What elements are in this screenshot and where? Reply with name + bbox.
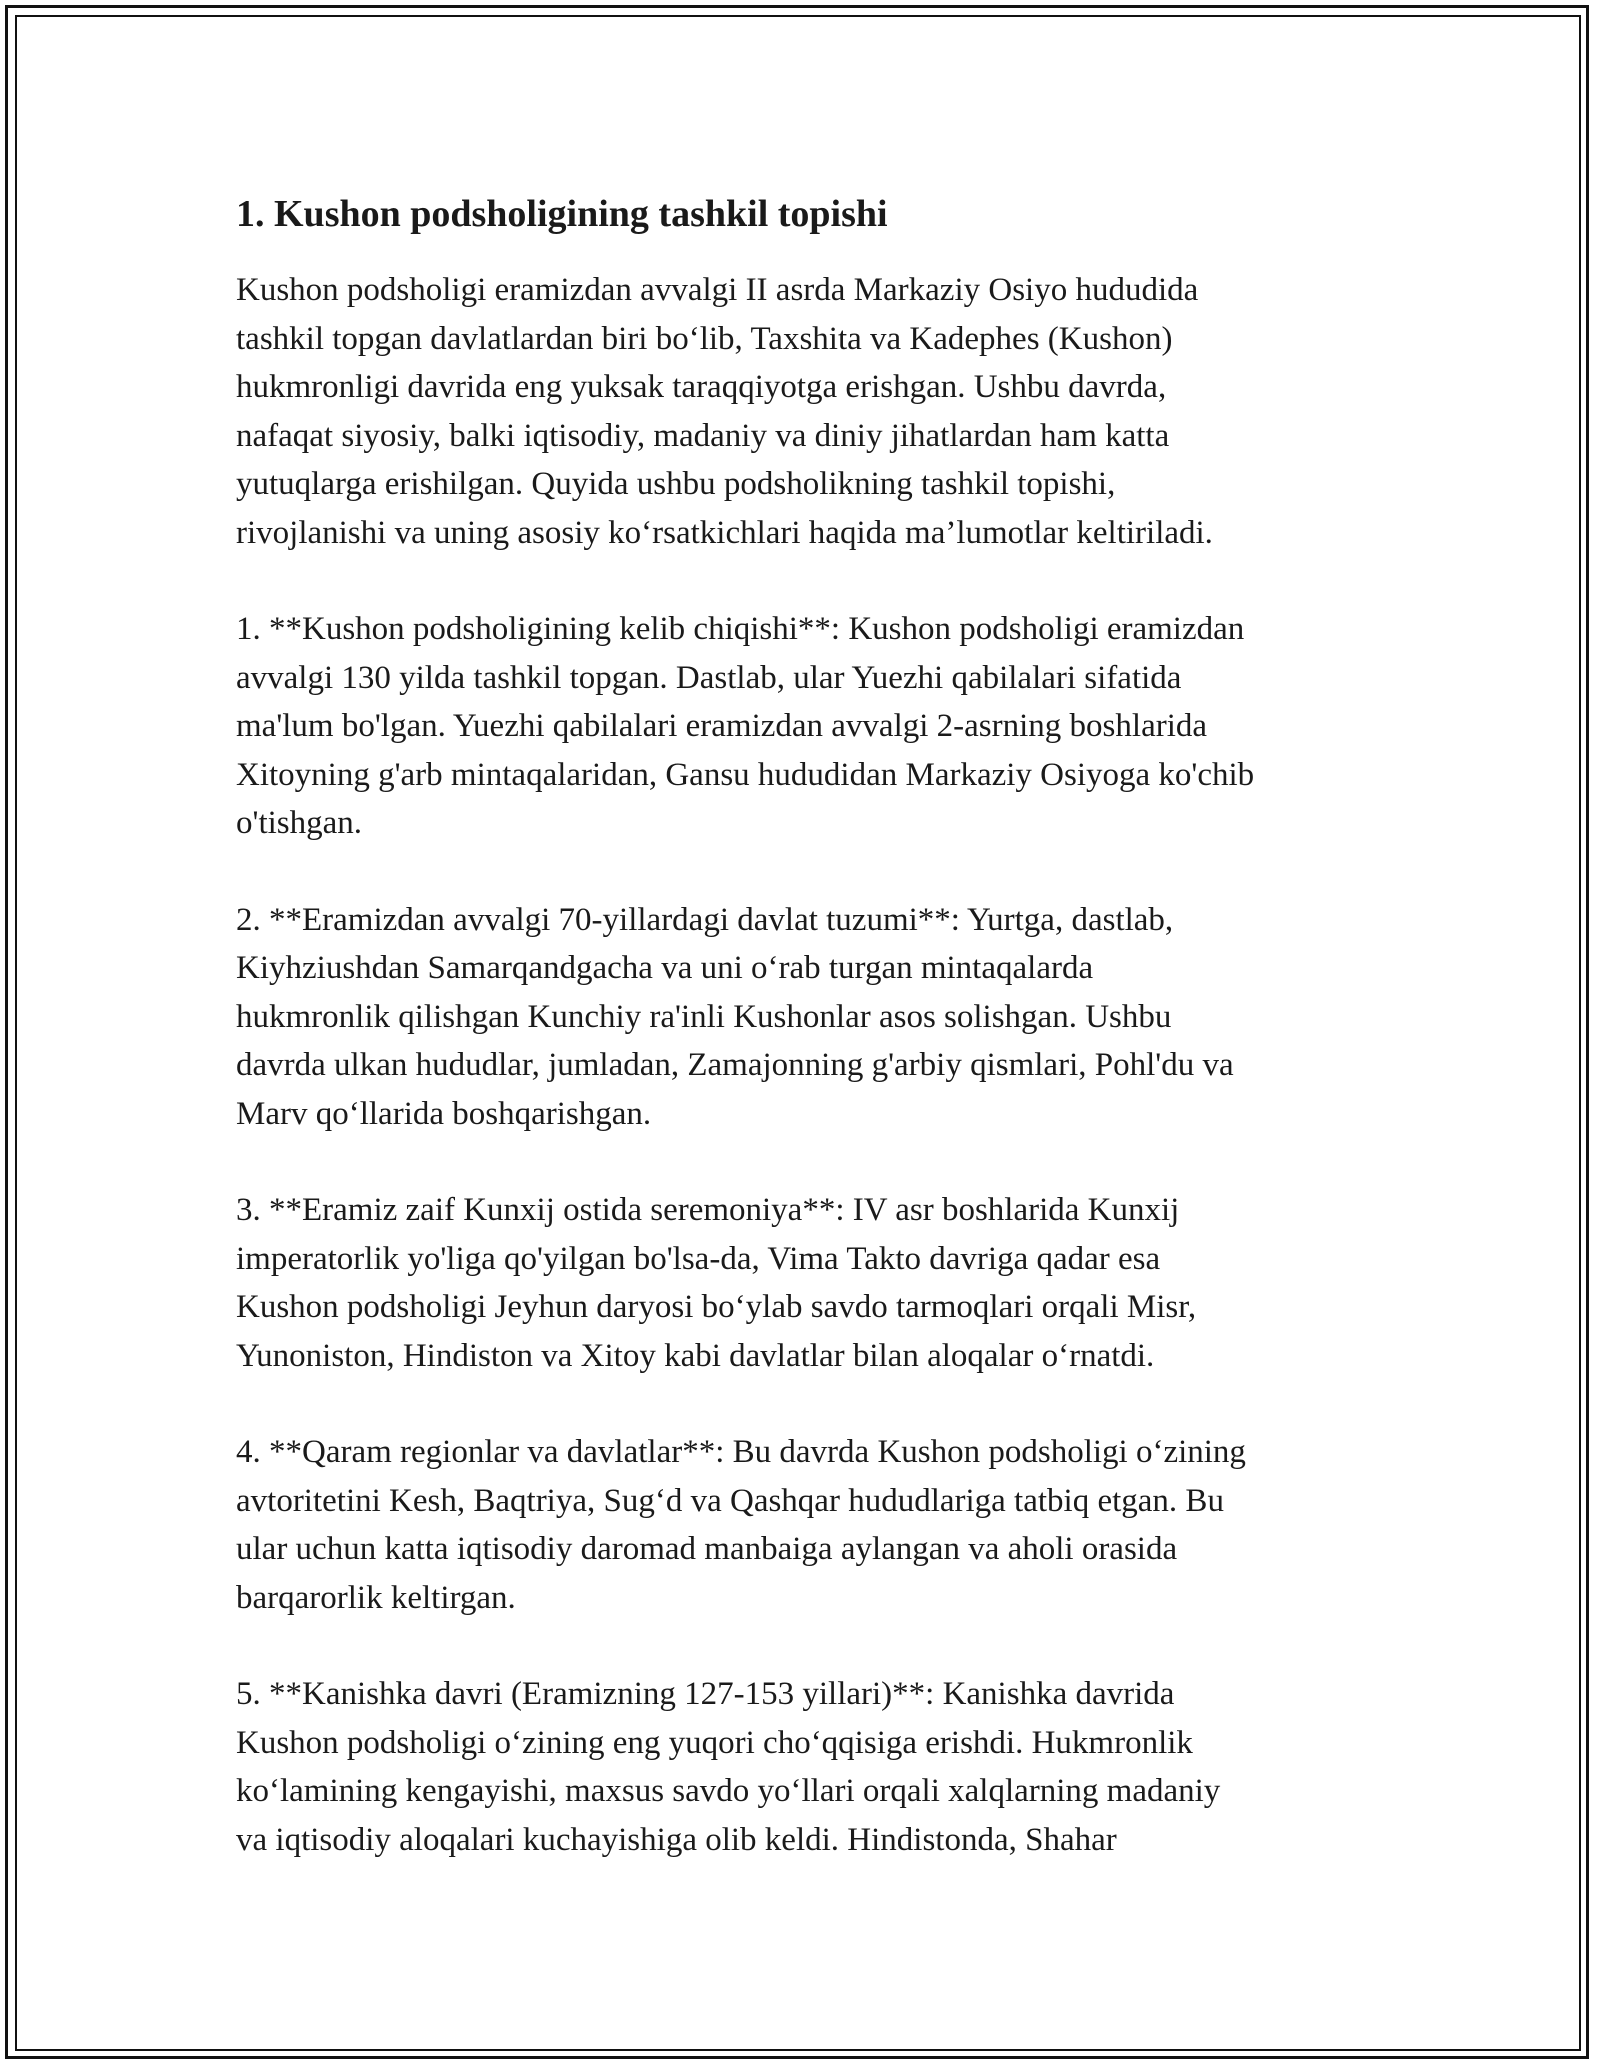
paragraph-kunxij: 3. **Eramiz zaif Kunxij ostida seremoniya**: IV asr boshlarida Kunxij imperatorlik yo'liga qo'yilgan bo'lsa-da, Vima Takto davriga qadar esa Kushon podsholigi Jeyhun daryosi bo‘ylab savdo tarmoqlari orqali Misr, Yunoniston, Hindiston va Xitoy kabi davlatlar bilan aloqalar o‘rnatdi. — [236, 1192, 1197, 1374]
paragraph-dependent-regions: 4. **Qaram regionlar va davlatlar**: Bu davrda Kushon podsholigi o‘zining avtoritetini Kesh, Baqtriya, Sug‘d va Qashqar hududlariga tatbiq etgan. Bu ular uchun katta iqtisodiy daromad manbaiga aylangan va aholi orasida barqarorlik keltirgan. — [236, 1434, 1246, 1616]
section-heading: 1. Kushon podsholigining tashkil topishi — [236, 193, 888, 235]
paragraph-origin: 1. **Kushon podsholigining kelib chiqishi**: Kushon podsholigi eramizdan avvalgi 130 yilda tashkil topgan. Dastlab, ular Yuezhi qabilalari sifatida ma'lum bo'lgan. Yuezhi qabilalari eramizdan avvalgi 2-asrning boshlarida Xitoyning g'arb mintaqalaridan, Gansu hududidan Markaziy Osiyoga ko'chib o'tishgan. — [236, 611, 1255, 841]
paragraph-kanishka: 5. **Kanishka davri (Eramizning 127-153 yillari)**: Kanishka davrida Kushon podsholigi o‘zining eng yuqori cho‘qqisiga erishdi. Hukmronlik ko‘lamining kengayishi, maxsus savdo yo‘llari orqali xalqlarning madaniy va iqtisodiy aloqalari kuchayishiga olib keldi. Hindistonda, Shahar — [236, 1676, 1221, 1858]
paragraph-state-structure: 2. **Eramizdan avvalgi 70-yillardagi davlat tuzumi**: Yurtga, dastlab, Kiyhziushdan Samarqandgacha va uni o‘rab turgan mintaqalarda hukmronlik qilishgan Kunchiy ra'inli Kushonlar asos solishgan. Ushbu davrda ulkan hududlar, jumladan, Zamajonning g'arbiy qismlari, Pohl'du va Marv qo‘llarida boshqarishgan. — [236, 901, 1234, 1132]
document-body — [236, 186, 1386, 1912]
intro-paragraph: Kushon podsholigi eramizdan avvalgi II asrda Markaziy Osiyo hududida tashkil topgan davlatlardan biri bo‘lib, Taxshita va Kadephes (Kushon) hukmronligi davrida eng yuksak taraqqiyotga erishgan. Ushbu davrda, nafaqat siyosiy, balki iqtisodiy, madaniy va diniy jihatlardan ham katta yutuqlarga erishilgan. Quyida ushbu podsholikning tashkil topishi, rivojlanishi va uning asosiy ko‘rsatkichlari haqida ma’lumotlar keltiriladi. — [236, 272, 1213, 551]
